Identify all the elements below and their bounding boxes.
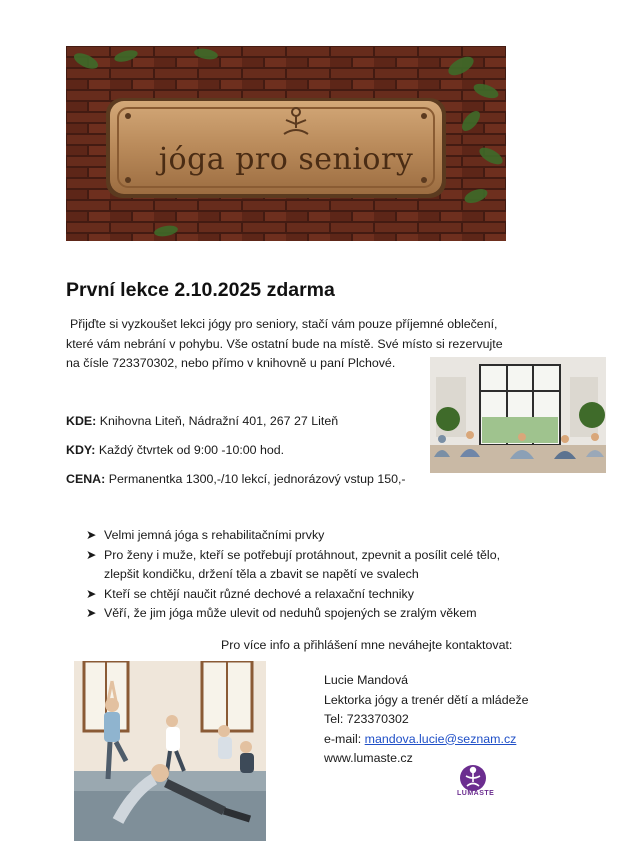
detail-label: CENA: <box>66 472 106 486</box>
contact-intro: Pro více info a přihlášení mne neváhejte kontaktovat: <box>221 638 513 652</box>
logo-text: LUMASTE <box>457 790 495 797</box>
lumaste-logo <box>451 756 515 806</box>
intro-line: které vám nebrání v pohybu. Vše ostatní bude na místě. Své místo si rezervujte <box>66 336 503 351</box>
contact-name: Lucie Mandová <box>324 673 409 687</box>
seniors-yoga-photo <box>74 661 266 841</box>
detail-label: KDE: <box>66 414 97 428</box>
detail-value: Každý čtvrtek od 9:00 -10:00 hod. <box>98 443 285 457</box>
hero-sign-text: jóga pro seniory <box>158 142 414 177</box>
intro-line: na čísle 723370302, nebo přímo v knihovně u paní Plchové. <box>66 356 396 370</box>
hero-image <box>66 46 506 241</box>
benefits-list <box>86 526 500 624</box>
contact-block <box>324 671 529 769</box>
detail-kdy <box>66 443 284 457</box>
detail-value: Permanentka 1300,-/10 lekcí, jednorázový vstup 150,- <box>108 472 406 486</box>
email-label: e-mail: <box>324 731 362 746</box>
detail-value: Knihovna Liteň, Nádražní 401, 267 27 Liteň <box>99 414 339 428</box>
detail-cena <box>66 472 406 486</box>
contact-email-row <box>324 730 529 750</box>
list-item: ➤ Kteří se chtějí naučit různé dechové a relaxační techniky <box>86 585 500 605</box>
arrow-bullet-icon: ➤ <box>86 547 97 562</box>
contact-role: Lektorka jógy a trenér dětí a mládeže <box>324 692 529 707</box>
list-item-continuation: zlepšit kondičku, držení těla a zbavit se napětí ve svalech <box>104 567 419 581</box>
contact-phone: Tel: 723370302 <box>324 712 409 726</box>
list-item: ➤ Velmi jemná jóga s rehabilitačními prvky <box>86 526 500 546</box>
list-item: ➤ Pro ženy i muže, kteří se potřebují protáhnout, zpevnit a posílit celé tělo, <box>86 546 500 566</box>
arrow-bullet-icon: ➤ <box>86 528 97 542</box>
email-link[interactable]: mandova.lucie@seznam.cz <box>364 731 517 746</box>
class-photo <box>430 357 606 473</box>
arrow-bullet-icon: ➤ <box>86 586 97 601</box>
contact-web: www.lumaste.cz <box>324 751 413 765</box>
lumaste-logo-icon <box>451 756 515 806</box>
list-item: ➤ Věří, že jim jóga může ulevit od neduhů spojených se zralým věkem <box>86 604 500 624</box>
intro-line: Přijďte si vyzkoušet lekci jógy pro seniory, stačí vám pouze příjemné oblečení, <box>70 317 498 331</box>
arrow-bullet-icon: ➤ <box>86 606 97 620</box>
detail-kde <box>66 414 338 428</box>
page-title: První lekce 2.10.2025 zdarma <box>66 279 335 301</box>
detail-label: KDY: <box>66 443 96 457</box>
